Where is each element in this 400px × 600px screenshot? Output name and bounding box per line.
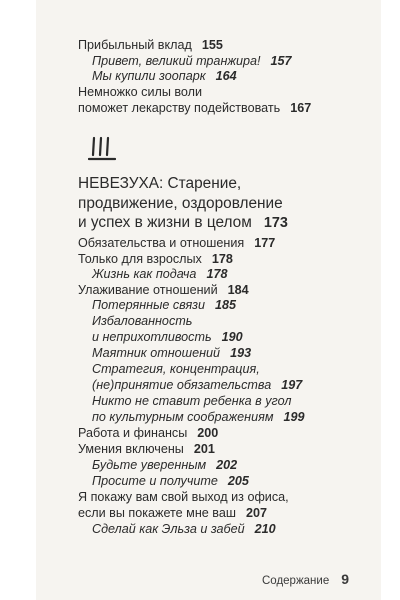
toc-entry: Работа и финансы 200 — [78, 426, 219, 440]
toc-entry: Будьте уверенным 202 — [92, 458, 238, 472]
toc-entry: Никто не ставит ребенка в угол — [92, 394, 292, 408]
toc-entry: Умения включены 201 — [78, 442, 215, 456]
toc-entry: Мы купили зоопарк 164 — [92, 69, 237, 83]
footer-label: Содержание — [262, 575, 330, 587]
toc-entry: по культурным соображениям 199 — [92, 410, 305, 424]
toc-entry: Потерянные связи 185 — [92, 298, 237, 312]
toc-entry: Прибыльный вклад 155 — [78, 38, 223, 52]
toc-entry: Только для взрослых 178 — [78, 252, 233, 266]
toc-entry: Маятник отношений 193 — [92, 346, 252, 360]
toc-entry: Улаживание отношений 184 — [78, 283, 249, 297]
section-title-line: НЕВЕЗУХА: Старение, — [78, 175, 242, 192]
section-numeral-iii — [88, 136, 116, 164]
toc-entry: (не)принятие обязательства 197 — [92, 378, 303, 392]
section-title-line: продвижение, оздоровление — [78, 195, 283, 212]
running-footer — [262, 571, 349, 587]
toc-entry: и неприхотливость 190 — [92, 330, 243, 344]
toc-entry: Избалованность — [92, 314, 193, 328]
toc-entry: Я покажу вам свой выход из офиса, — [78, 490, 289, 504]
toc-entry: Немножко силы воли — [78, 85, 203, 99]
toc-entry: Обязательства и отношения 177 — [78, 236, 276, 250]
section-title-line: и успех в жизни в целом 173 — [78, 214, 288, 231]
toc-entry: Жизнь как подача 178 — [92, 267, 228, 281]
toc-entry: Просите и получите 205 — [92, 474, 249, 488]
toc-entry: Сделай как Эльза и забей 210 — [92, 522, 276, 536]
toc-entry: если вы покажете мне ваш 207 — [78, 506, 267, 520]
toc-entry: поможет лекарству подействовать 167 — [78, 101, 312, 115]
toc-entry: Привет, великий транжира! 157 — [92, 54, 292, 68]
book-page — [36, 0, 381, 600]
toc-entry: Стратегия, концентрация, — [92, 362, 260, 376]
page-number: 9 — [341, 571, 350, 587]
